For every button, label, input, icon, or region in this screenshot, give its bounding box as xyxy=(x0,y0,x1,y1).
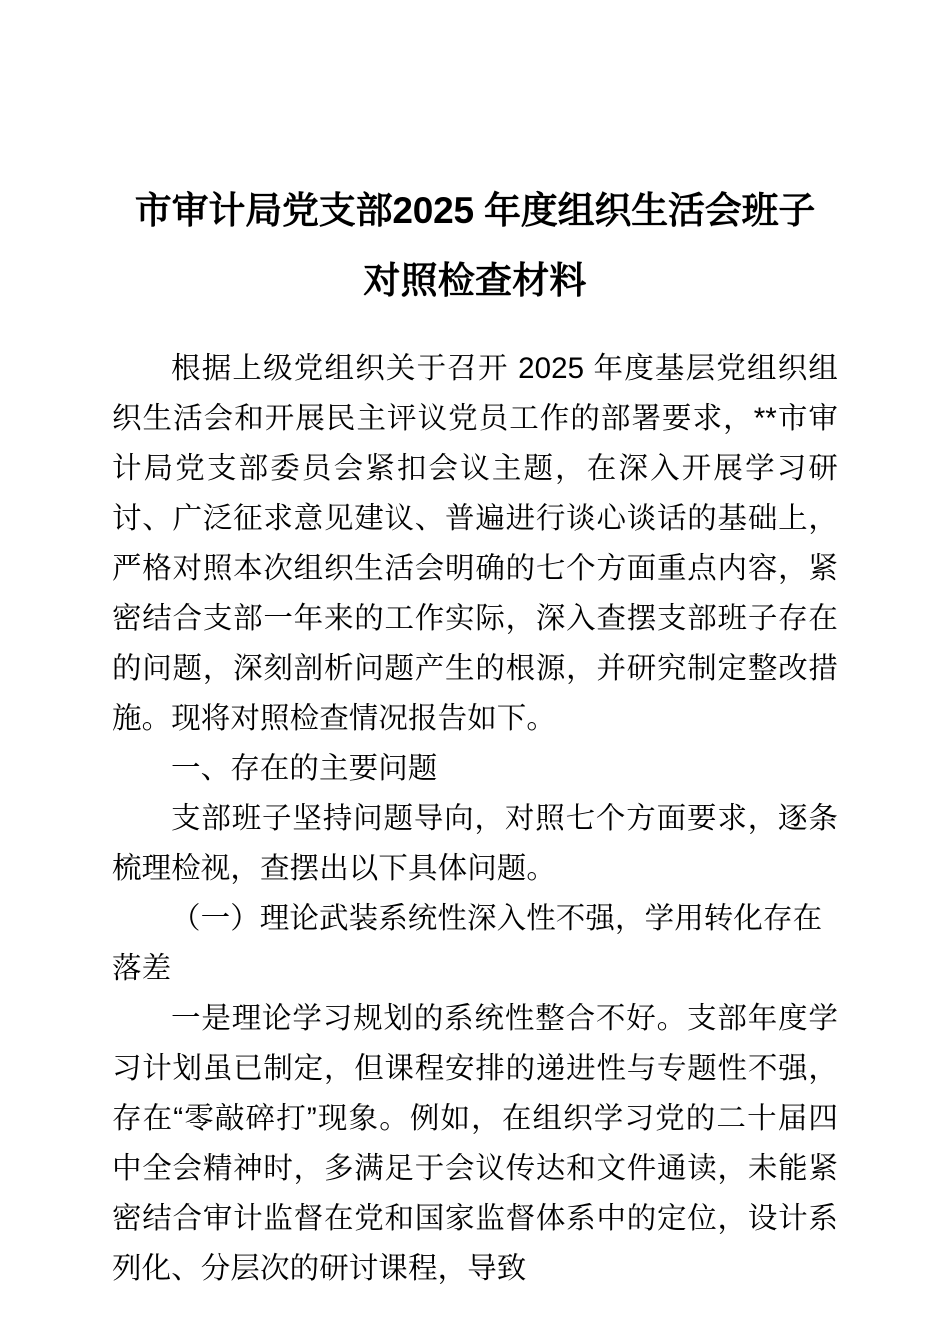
document-body xyxy=(112,344,838,1294)
document-title-line-1: 市审计局党支部2025 年度组织生活会班子 xyxy=(134,190,816,231)
heading-subsection-one: （一）理论武装系统性深入性不强，学用转化存在落差 xyxy=(112,902,823,985)
document-title-line-2: 对照检查材料 xyxy=(363,260,587,301)
paragraph-subsection-one-body: 一是理论学习规划的系统性整合不好。支部年度学习计划虽已制定，但课程安排的递进性与专题性不强，存在“零敲碎打”现象。例如，在组织学习党的二十届四中全会精神时，多满足于会议传达和文件通读，未能紧密结合审计监督在党和国家监督体系中的定位，设计系列化、分层次的研讨课程，导致 xyxy=(112,1002,838,1285)
paragraph-section-one-lead: 支部班子坚持问题导向，对照七个方面要求，逐条梳理检视，查摆出以下具体问题。 xyxy=(112,802,838,885)
document-title xyxy=(112,0,838,316)
heading-section-one: 一、存在的主要问题 xyxy=(171,752,438,785)
paragraph-intro: 根据上级党组织关于召开 2025 年度基层党组织组织生活会和开展民主评议党员工作的部署要求，**市审计局党支部委员会紧扣会议主题，在深入开展学习研讨、广泛征求意见建议、普遍进行谈心谈话的基础上，严格对照本次组织生活会明确的七个方面重点内容，紧密结合支部一年来的工作实际，深入查摆支部班子存在的问题，深刻剖析问题产生的根源，并研究制定整改措施。现将对照检查情况报告如下。 xyxy=(112,352,838,735)
page-content xyxy=(112,0,838,1294)
